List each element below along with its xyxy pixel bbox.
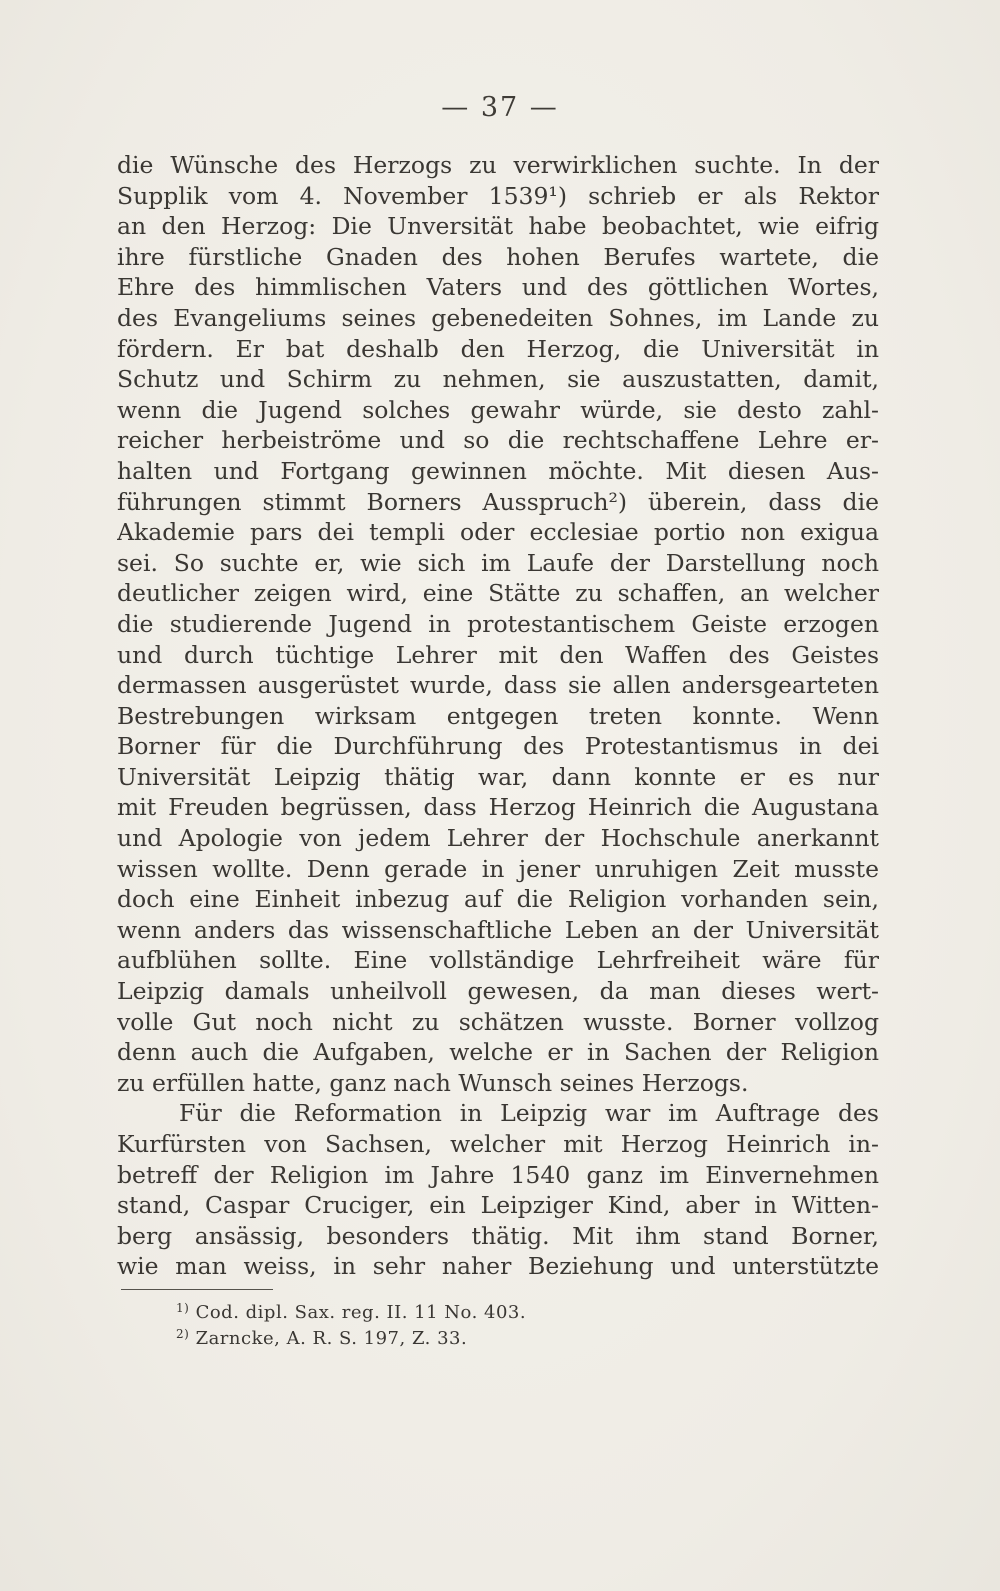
text-line: aufblühen sollte. Eine vollständige Lehrfreiheit wäre für bbox=[117, 946, 879, 975]
text-line: Schutz und Schirm zu nehmen, sie auszustatten, damit, bbox=[117, 365, 879, 394]
footnote-mark: 1) bbox=[176, 1301, 190, 1315]
text-line: wenn die Jugend solches gewahr würde, sie desto zahl- bbox=[117, 395, 879, 424]
text-line: sei. So suchte er, wie sich im Laufe der Darstellung noch bbox=[117, 548, 879, 577]
text-line: dermassen ausgerüstet wurde, dass sie allen andersgearteten bbox=[117, 671, 879, 700]
text-line: fördern. Er bat deshalb den Herzog, die Universität in bbox=[117, 334, 879, 363]
text-line: wissen wollte. Denn gerade in jener unruhigen Zeit musste bbox=[117, 854, 879, 883]
text-line: wenn anders das wissenschaftliche Leben an der Universität bbox=[117, 915, 879, 944]
text-line: Bestrebungen wirksam entgegen treten konnte. Wenn bbox=[117, 701, 879, 730]
footnote-divider bbox=[121, 1289, 273, 1290]
text-line: Supplik vom 4. November 1539¹) schrieb er als Rektor bbox=[117, 181, 879, 210]
text-line: volle Gut noch nicht zu schätzen wusste. Borner vollzog bbox=[117, 1007, 879, 1036]
footnote-text: Zarncke, A. R. S. 197, Z. 33. bbox=[195, 1328, 468, 1349]
text-line: und Apologie von jedem Lehrer der Hochschule anerkannt bbox=[117, 824, 879, 853]
text-line: Borner für die Durchführung des Protestantismus in dei bbox=[117, 732, 879, 761]
text-line: die studierende Jugend in protestantischem Geiste erzogen bbox=[117, 609, 879, 638]
text-line: betreff der Religion im Jahre 1540 ganz im Einvernehmen bbox=[117, 1160, 879, 1189]
text-line: Für die Reformation in Leipzig war im Auftrage des bbox=[179, 1099, 879, 1128]
text-line: reicher herbeiströme und so die rechtschaffene Lehre er- bbox=[117, 426, 879, 455]
text-line: Universität Leipzig thätig war, dann konnte er es nur bbox=[117, 762, 879, 791]
page-number: — 37 — bbox=[441, 92, 559, 123]
text-line: wie man weiss, in sehr naher Beziehung und unterstützte bbox=[117, 1252, 879, 1281]
text-line: und durch tüchtige Lehrer mit den Waffen des Geistes bbox=[117, 640, 879, 669]
footnote-2 bbox=[176, 1321, 876, 1347]
footnote-1 bbox=[176, 1295, 876, 1321]
text-line: Leipzig damals unheilvoll gewesen, da man dieses wert- bbox=[117, 977, 879, 1006]
body-text bbox=[117, 150, 879, 1282]
text-line: doch eine Einheit inbezug auf die Religion vorhanden sein, bbox=[117, 885, 879, 914]
text-line: deutlicher zeigen wird, eine Stätte zu schaffen, an welcher bbox=[117, 579, 879, 608]
text-line: Kurfürsten von Sachsen, welcher mit Herzog Heinrich in- bbox=[117, 1130, 879, 1158]
text-line: ihre fürstliche Gnaden des hohen Berufes wartete, die bbox=[117, 242, 879, 271]
text-line: führungen stimmt Borners Ausspruch²) überein, dass die bbox=[117, 487, 879, 516]
footnote-mark: 2) bbox=[176, 1327, 190, 1341]
footnote-text: Cod. dipl. Sax. reg. II. 11 No. 403. bbox=[195, 1302, 527, 1323]
text-line: mit Freuden begrüssen, dass Herzog Heinrich die Augustana bbox=[117, 793, 879, 822]
text-line: halten und Fortgang gewinnen möchte. Mit diesen Aus- bbox=[117, 456, 879, 485]
text-line: stand, Caspar Cruciger, ein Leipziger Kind, aber in Witten- bbox=[117, 1191, 879, 1220]
text-line: denn auch die Aufgaben, welche er in Sachen der Religion bbox=[117, 1038, 879, 1067]
paragraph-1 bbox=[117, 150, 879, 1098]
text-line: des Evangeliums seines gebenedeiten Sohnes, im Lande zu bbox=[117, 303, 879, 332]
paragraph-2 bbox=[117, 1098, 879, 1282]
text-line: berg ansässig, besonders thätig. Mit ihm stand Borner, bbox=[117, 1221, 879, 1250]
footnotes bbox=[176, 1295, 876, 1347]
text-line: Ehre des himmlischen Vaters und des göttlichen Wortes, bbox=[117, 273, 879, 302]
text-line: an den Herzog: Die Unversität habe beobachtet, wie eifrig bbox=[117, 212, 879, 241]
text-line: die Wünsche des Herzogs zu verwirklichen suchte. In der bbox=[117, 151, 879, 179]
text-line: Akademie pars dei templi oder ecclesiae portio non exigua bbox=[117, 518, 879, 547]
text-line: zu erfüllen hatte, ganz nach Wunsch seines Herzogs. bbox=[117, 1068, 749, 1097]
